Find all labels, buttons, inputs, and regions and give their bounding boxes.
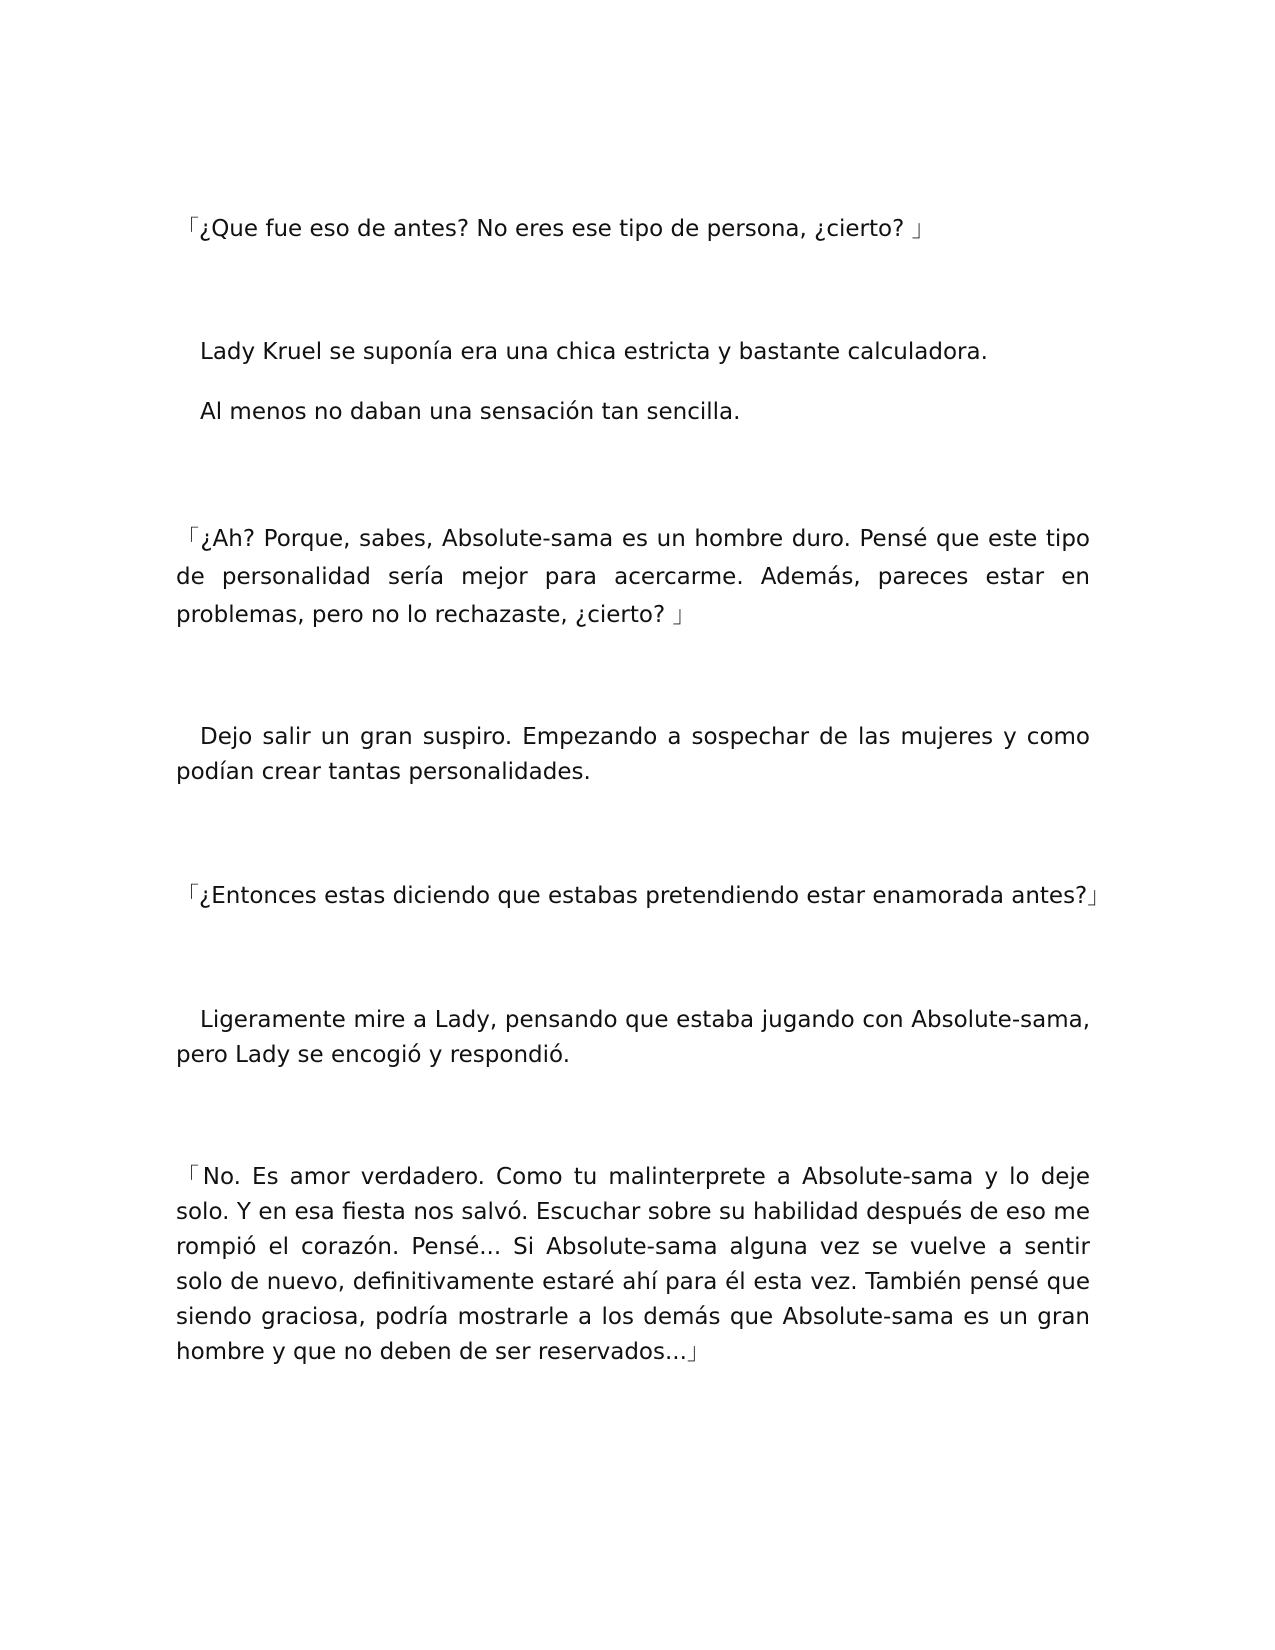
narration-line-1: Lady Kruel se suponía era una chica estricta y bastante calculadora. [200, 339, 988, 365]
narration-line-3: Dejo salir un gran suspiro. Empezando a sospechar de las mujeres y como podían crear tantas personalidades. [176, 724, 1090, 785]
narration-line-2: Al menos no daban una sensación tan sencilla. [200, 399, 741, 425]
dialogue-line-2: 「¿Ah? Porque, sabes, Absolute-sama es un hombre duro. Pensé que este tipo de personalidad sería mejor para acercarme. Además, pareces estar en problemas, pero no lo rechazaste, ¿cierto? 」 [176, 526, 1090, 628]
dialogue-line-3: 「¿Entonces estas diciendo que estabas pretendiendo estar enamorada antes?」 [176, 883, 1111, 909]
narration-line-4: Ligeramente mire a Lady, pensando que estaba jugando con Absolute-sama, pero Lady se encogió y respondió. [176, 1007, 1090, 1068]
dialogue-line-1: 「¿Que fue eso de antes? No eres ese tipo de persona, ¿cierto? 」 [176, 216, 935, 242]
dialogue-line-4: 「No. Es amor verdadero. Como tu malinterprete a Absolute-sama y lo deje solo. Y en esa fiesta nos salvó. Escuchar sobre su habilidad después de eso me rompió el corazón. Pensé... Si Absolute-sama alguna vez se vuelve a sentir solo de nuevo, definitivamente estaré ahí para él esta vez. También pensé que siendo graciosa, podría mostrarle a los demás que Absolute-sama es un gran hombre y que no deben de ser reservados...」 [176, 1164, 1090, 1365]
